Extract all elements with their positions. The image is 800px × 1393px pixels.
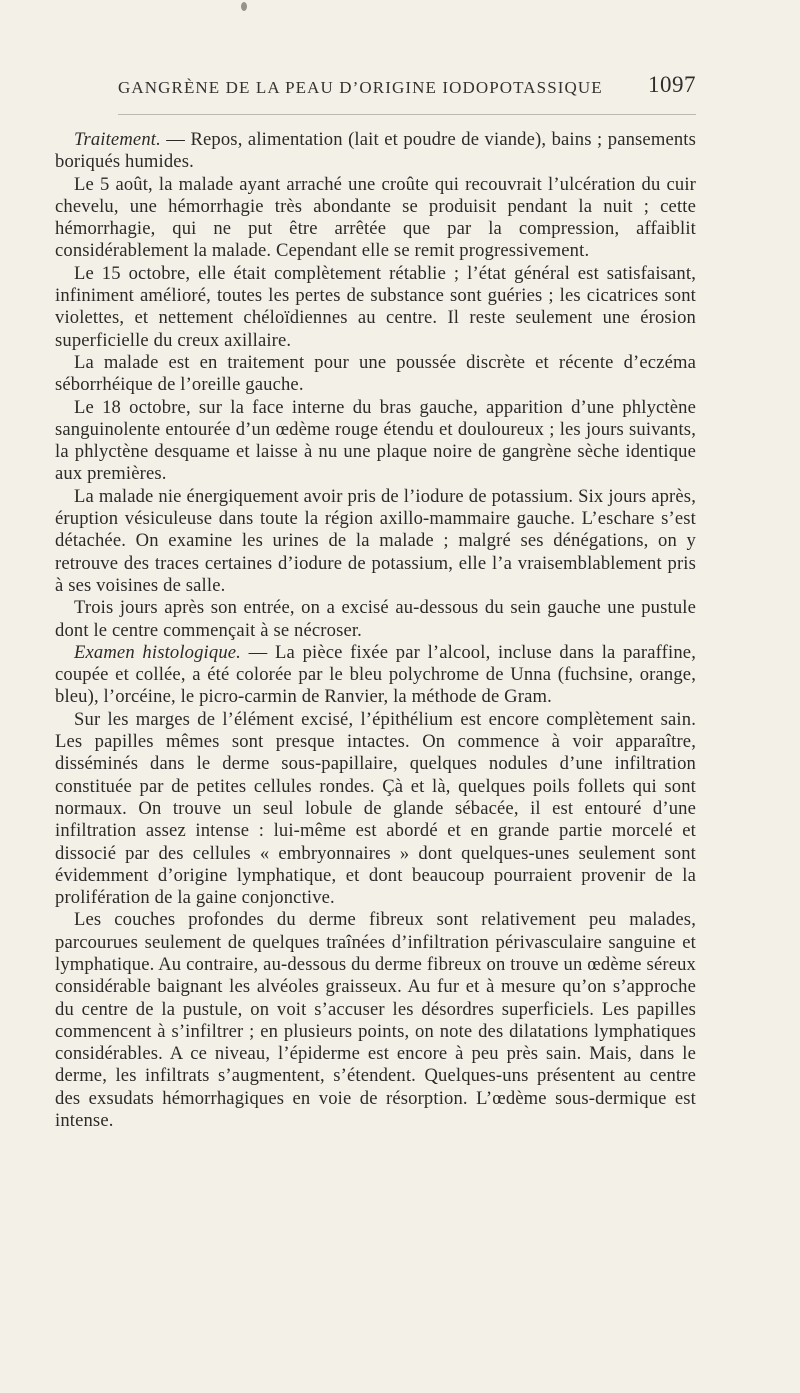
paragraph-text: Le 18 octobre, sur la face interne du bras gauche, apparition d’une phlyctène sanguinolente entourée d’un œdème rouge étendu et douloureux ; les jours suivants, la phlyctène desquame et laisse à nu une plaque noire de gangrène sèche identique aux premières. — [55, 396, 696, 485]
paragraph-text: La malade nie énergiquement avoir pris de l’iodure de potassium. Six jours après, éruption vésiculeuse dans toute la région axillo-mammaire gauche. L’eschare s’est détachée. On examine les urines de la malade ; malgré ses dénégations, on y retrouve des traces certaines d’iodure de potassium, elle l’a vraisemblablement pris à ses voisines de salle. — [55, 485, 696, 596]
paragraph-lead: Examen histologique. — [74, 641, 241, 663]
paragraph — [55, 352, 696, 397]
paragraph-text: — Repos, alimentation (lait et poudre de viande), bains ; pansements boriqués humides. — [55, 129, 696, 173]
paragraph-traitement — [55, 129, 696, 174]
paragraph-text: Le 15 octobre, elle était complètement rétablie ; l’état général est satisfaisant, infiniment amélioré, toutes les pertes de substance sont guéries ; les cicatrices sont violettes, et nettement chéloïdiennes au centre. Il reste seulement une érosion superficielle du creux axillaire. — [55, 262, 696, 351]
paragraph — [55, 174, 696, 263]
page-number: 1097 — [648, 72, 696, 97]
paragraph-text: Trois jours après son entrée, on a excisé au-dessous du sein gauche une pustule dont le centre commençait à se nécroser. — [55, 597, 696, 641]
paragraph — [55, 709, 696, 910]
paragraph-text: La malade est en traitement pour une poussée discrète et récente d’eczéma séborrhéique de l’oreille gauche. — [55, 351, 696, 396]
paragraph-text: — La pièce fixée par l’alcool, incluse dans la paraffine, coupée et collée, a été colorée par le bleu polychrome de Unna (fuchsine, orange, bleu), l’orcéine, le picro-carmin de Ranvier, la méthode de Gram. — [55, 641, 696, 708]
paragraph — [55, 397, 696, 486]
running-title: GANGRÈNE DE LA PEAU D’ORIGINE IODOPOTASSIQUE — [118, 78, 603, 97]
paragraph-text: Sur les marges de l’élément excisé, l’épithélium est encore complètement sain. Les papilles mêmes sont presque intactes. On commence à voir apparaître, disséminés dans le derme sous-papillaire, quelques nodules d’une infiltration constituée par de petites cellules rondes. Çà et là, quelques poils follets qui sont normaux. On trouve un seul lobule de glande sébacée, il est entouré d’une infiltration assez intense : lui-même est abordé et en grande partie morcelé et dissocié par des cellules « embryonnaires » dont quelques-unes seulement sont évidemment d’origine lymphatique, et dont beaucoup pourraient provenir de la prolifération de la gaine conjonctive. — [55, 708, 696, 909]
header-rule — [118, 114, 696, 115]
ink-speck — [241, 2, 247, 11]
paragraph — [55, 263, 696, 352]
paragraph-text: Le 5 août, la malade ayant arraché une croûte qui recouvrait l’ulcération du cuir chevelu, une hémorrhagie très abondante se produisit pendant la nuit ; cette hémorrhagie, qui ne put être arrêtée que par la compression, affaiblit considérablement la malade. Cependant elle se remit progressivement. — [55, 173, 696, 262]
body-text — [55, 129, 696, 1132]
paragraph-text: Les couches profondes du derme fibreux sont relativement peu malades, parcourues seulement de quelques traînées d’infiltration périvasculaire sanguine et lymphatique. Au contraire, au-dessous du derme fibreux on trouve un œdème séreux considérable baignant les alvéoles graisseux. Au fur et à mesure qu’on s’approche du centre de la pustule, on voit s’accuser les désordres superficiels. Les papilles commencent à s’infiltrer ; en plusieurs points, on note des dilatations lymphatiques considérables. A ce niveau, l’épiderme est encore à peu près sain. Mais, dans le derme, les infiltrats s’augmentent, s’étendent. Quelques-uns présentent au centre des exsudats hémorrhagiques en voie de résorption. L’œdème sous-dermique est intense. — [55, 909, 696, 1132]
paragraph-examen — [55, 642, 696, 709]
paragraph — [55, 909, 696, 1132]
paragraph — [55, 597, 696, 642]
paragraph-lead: Traitement. — [74, 129, 161, 150]
page-header — [118, 72, 696, 102]
paragraph — [55, 486, 696, 597]
